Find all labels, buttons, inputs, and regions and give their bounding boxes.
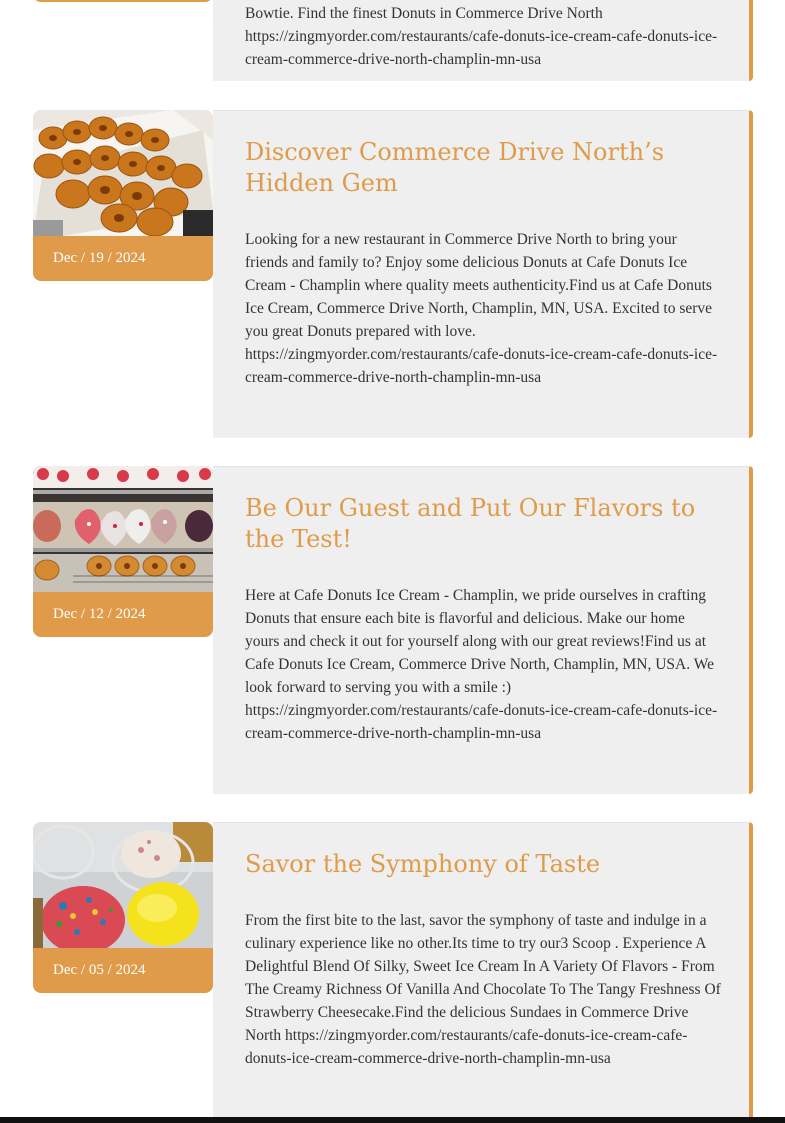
blog-post-card[interactable] — [33, 822, 753, 1123]
post-date: Dec / 19 / 2024 — [33, 236, 213, 281]
post-thumbnail[interactable] — [33, 466, 213, 637]
post-thumbnail[interactable] — [33, 822, 213, 993]
post-date-badge-partial — [33, 0, 213, 2]
post-title[interactable]: Discover Commerce Drive North’s Hidden Gem — [245, 138, 665, 197]
post-excerpt: Looking for a new restaurant in Commerce Drive North to bring your friends and family to? Enjoy some delicious Donuts at Cafe Donuts Ice Cream - Champlin where quality meets authenticity.Find us at Cafe Donuts Ice Cream, Commerce Drive North, Champlin, MN, USA. Excited to serve you great Donuts prepared with love. https://zingmyorder.com/restaurants/cafe-donuts-ice-cream-cafe-donuts-ice-cream-commerce-drive-north-champlin-mn-usa — [245, 231, 718, 386]
bottom-bar — [0, 1117, 785, 1123]
post-date: Dec / 05 / 2024 — [33, 948, 213, 993]
post-image-donut-display — [33, 466, 213, 592]
blog-post-card-partial — [0, 0, 785, 81]
post-body — [213, 466, 753, 794]
post-title[interactable]: Savor the Symphony of Taste — [245, 850, 601, 878]
post-body-partial — [213, 0, 753, 81]
post-date: Dec / 12 / 2024 — [33, 592, 213, 637]
post-image-glazed-donuts — [33, 110, 213, 236]
post-excerpt: From the first bite to the last, savor the symphony of taste and indulge in a culinary experience like no other.Its time to try our3 Scoop . Experience A Delightful Blend Of Silky, Sweet Ice Cream In A Variety Of Flavors - From The Creamy Richness Of Vanilla And Chocolate To The Tangy Freshness Of Strawberry Cheesecake.Find the delicious Sundaes in Commerce Drive North https://zingmyorder.com/restaurants/cafe-donuts-ice-cream-cafe-donuts-ice-cream-commerce-drive-north-champlin-mn-usa — [245, 912, 721, 1067]
post-body — [213, 110, 753, 438]
blog-post-card[interactable] — [33, 466, 753, 794]
post-thumbnail[interactable] — [33, 110, 213, 281]
post-image-ice-cream — [33, 822, 213, 948]
blog-post-card[interactable] — [33, 110, 753, 438]
post-excerpt: Bowtie. Find the finest Donuts in Commerce Drive North https://zingmyorder.com/restaurants/cafe-donuts-ice-cream-cafe-donuts-ice-cream-commerce-drive-north-champlin-mn-usa — [245, 4, 718, 68]
post-title[interactable]: Be Our Guest and Put Our Flavors to the Test! — [245, 494, 696, 553]
post-excerpt: Here at Cafe Donuts Ice Cream - Champlin, we pride ourselves in crafting Donuts that ensure each bite is flavorful and delicious. Make our home yours and check it out for yourself along with our great reviews!Find us at Cafe Donuts Ice Cream, Commerce Drive North, Champlin, MN, USA. We look forward to serving you with a smile :) https://zingmyorder.com/restaurants/cafe-donuts-ice-cream-cafe-donuts-ice-cream-commerce-drive-north-champlin-mn-usa — [245, 587, 718, 742]
post-body — [213, 822, 753, 1123]
